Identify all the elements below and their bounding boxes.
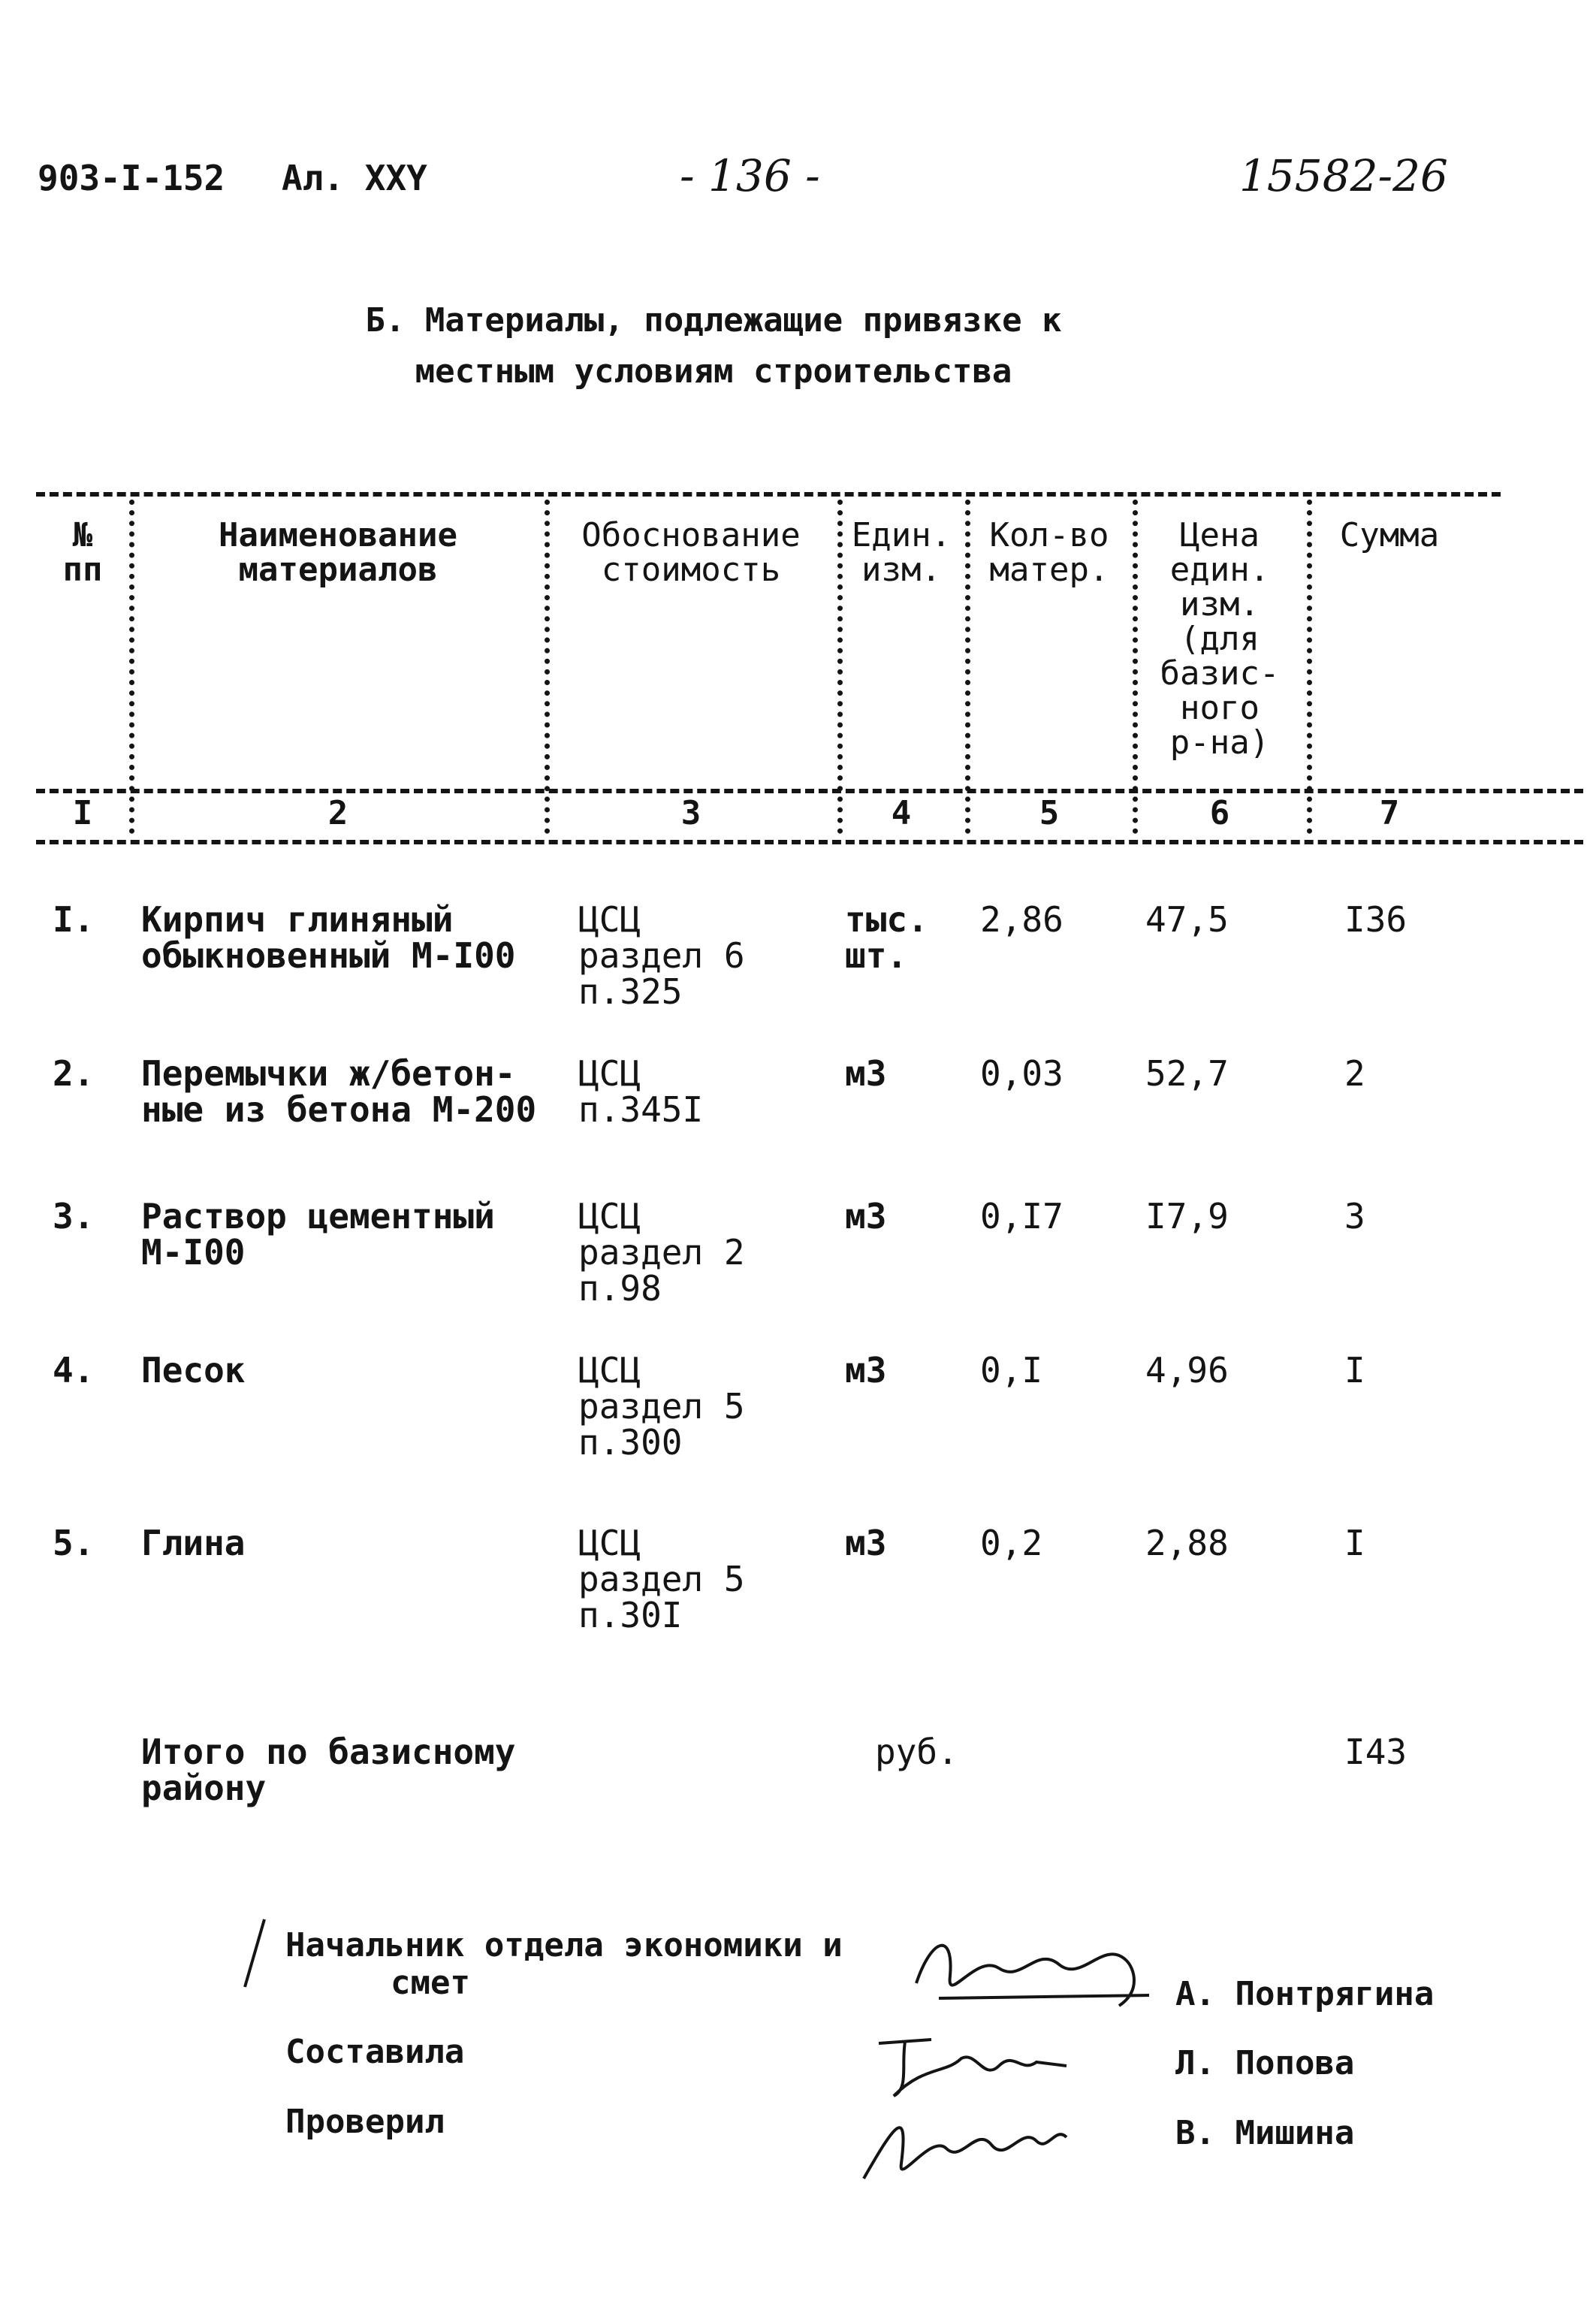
cell-basis xyxy=(578,1196,745,1309)
cell-name xyxy=(141,1525,245,1561)
column-header-line: материалов xyxy=(238,551,438,589)
column-header-line: Един. xyxy=(851,516,952,554)
page-number: - 136 - xyxy=(680,150,820,201)
column-header xyxy=(218,518,458,587)
album-number: Ал. XXY xyxy=(282,158,427,198)
cell-line: ЦСЦ xyxy=(578,1350,641,1391)
cell-num: 2. xyxy=(53,1053,95,1094)
cell-unit xyxy=(845,901,928,974)
cell-line: п.30I xyxy=(578,1595,683,1635)
cell-line: п.300 xyxy=(578,1422,683,1463)
column-header xyxy=(1100,518,1340,760)
signature-role-line: Начальник отдела экономики и xyxy=(285,1926,843,1964)
cell-line: м3 xyxy=(845,1196,887,1237)
cell-unit xyxy=(845,1196,887,1237)
cell-num: 4. xyxy=(53,1350,95,1391)
cell-line: раздел 2 xyxy=(578,1232,745,1273)
column-header-line: Цена xyxy=(1180,516,1260,554)
signature-name-chief: А. Понтрягина xyxy=(1175,1975,1435,2013)
cell-price: 52,7 xyxy=(1145,1053,1229,1094)
cell-price: 2,88 xyxy=(1145,1523,1229,1563)
cell-price: 47,5 xyxy=(1145,899,1229,940)
column-header xyxy=(1269,518,1510,553)
column-number: 5 xyxy=(1039,794,1060,832)
cell-line: М-I00 xyxy=(141,1232,246,1273)
column-number: 3 xyxy=(680,794,701,832)
column-header-line: Кол-во xyxy=(989,516,1109,554)
total-label-line: району xyxy=(141,1768,267,1808)
cell-sum: 3 xyxy=(1344,1196,1365,1237)
cell-name xyxy=(141,1055,536,1128)
cell-basis xyxy=(578,1350,745,1463)
column-header-line: Сумма xyxy=(1339,516,1440,554)
handwritten-signature xyxy=(909,1923,1164,2028)
column-numbers-rule xyxy=(36,840,1583,844)
cell-qty: 0,I7 xyxy=(980,1196,1063,1237)
column-header-line: Обоснование xyxy=(581,516,801,554)
cell-line: раздел 5 xyxy=(578,1559,745,1599)
cell-name xyxy=(141,1350,246,1391)
cell-name xyxy=(141,901,516,974)
cell-price: I7,9 xyxy=(1145,1196,1229,1237)
cell-line: м3 xyxy=(845,1350,887,1391)
cell-line: тыс. xyxy=(845,899,928,940)
signature-role-chief xyxy=(285,1927,843,2002)
cell-unit xyxy=(845,1350,887,1391)
column-header-line: стоимость xyxy=(601,551,781,589)
cell-basis xyxy=(578,901,745,1010)
cell-line: п.325 xyxy=(578,971,683,1012)
cell-sum: I36 xyxy=(1344,899,1407,940)
cell-line: Глина xyxy=(141,1523,246,1563)
section-title-line-2: местным условиям строительства xyxy=(415,352,1012,391)
cell-basis xyxy=(578,1055,703,1128)
cell-line: Раствор цементный xyxy=(141,1196,495,1237)
cell-line: м3 xyxy=(845,1053,887,1094)
cell-sum: 2 xyxy=(1344,1053,1365,1094)
signature-role-checked: Проверил xyxy=(285,2103,445,2141)
column-header-line: базис- xyxy=(1160,654,1280,693)
table-top-rule xyxy=(36,492,1501,497)
cell-num: 3. xyxy=(53,1196,95,1237)
cell-qty: 0,2 xyxy=(980,1523,1043,1563)
signature-role-line: смет xyxy=(391,1964,470,2002)
cell-line: п.345I xyxy=(578,1089,704,1130)
column-header-line: (для xyxy=(1180,620,1260,658)
column-header-line: изм. xyxy=(861,551,941,589)
column-separator xyxy=(545,500,550,834)
column-header-line: ного xyxy=(1180,689,1260,727)
column-number: 6 xyxy=(1209,794,1230,832)
signature-name-checked: В. Мишина xyxy=(1175,2114,1355,2152)
cell-num: I. xyxy=(53,899,95,940)
column-header xyxy=(0,518,203,587)
column-number: 2 xyxy=(327,794,348,832)
total-unit: руб. xyxy=(875,1732,958,1772)
cell-line: м3 xyxy=(845,1523,887,1563)
cell-line: раздел 6 xyxy=(578,935,745,976)
cell-price: 4,96 xyxy=(1145,1350,1229,1391)
cell-line: Кирпич глиняный xyxy=(141,899,454,940)
sheet-number: 15582-26 xyxy=(1239,150,1448,201)
cell-name xyxy=(141,1196,495,1273)
cell-line: ные из бетона М-200 xyxy=(141,1089,537,1130)
cell-line: обыкновенный М-I00 xyxy=(141,935,516,976)
cell-unit xyxy=(845,1055,886,1092)
cell-qty: 2,86 xyxy=(980,899,1063,940)
cell-line: Перемычки ж/бетон- xyxy=(141,1053,516,1094)
column-header-line: пп xyxy=(62,551,103,589)
cell-line: шт. xyxy=(845,935,908,976)
column-header-line: един. xyxy=(1169,551,1270,589)
total-label-line: Итого по базисному xyxy=(141,1732,516,1772)
signature-role-compiled: Составила xyxy=(285,2033,465,2071)
column-header-line: матер. xyxy=(989,551,1109,589)
section-title-line-1: Б. Материалы, подлежащие привязке к xyxy=(365,301,1062,340)
cell-sum: I xyxy=(1344,1350,1365,1391)
column-number: 4 xyxy=(891,794,912,832)
cell-qty: 0,03 xyxy=(980,1053,1063,1094)
cell-line: ЦСЦ xyxy=(578,1523,641,1563)
cell-line: раздел 5 xyxy=(578,1386,745,1427)
column-header-line: изм. xyxy=(1180,585,1260,624)
cell-line: ЦСЦ xyxy=(578,1196,641,1237)
column-number: 7 xyxy=(1379,794,1400,832)
cell-sum: I xyxy=(1344,1523,1365,1563)
cell-line: ЦСЦ xyxy=(578,1053,641,1094)
cell-line: Песок xyxy=(141,1350,246,1391)
column-header xyxy=(571,518,811,587)
cell-line: ЦСЦ xyxy=(578,899,641,940)
column-header-line: р-на) xyxy=(1169,723,1270,762)
total-label xyxy=(141,1734,516,1806)
cell-qty: 0,I xyxy=(980,1350,1043,1391)
column-header-line: Наименование xyxy=(219,516,457,554)
cell-line: п.98 xyxy=(578,1268,662,1309)
slash-mark xyxy=(240,1916,270,1991)
cell-unit xyxy=(845,1525,886,1561)
column-header-line: № xyxy=(72,516,93,554)
total-sum: I43 xyxy=(1344,1732,1407,1772)
handwritten-signature xyxy=(849,2096,1089,2194)
document-code: 903-I-152 xyxy=(38,158,225,198)
cell-basis xyxy=(578,1525,745,1633)
header-bottom-rule xyxy=(36,789,1583,793)
column-number: I xyxy=(72,794,93,832)
cell-num: 5. xyxy=(53,1523,95,1563)
signature-name-compiled: Л. Попова xyxy=(1175,2044,1355,2082)
